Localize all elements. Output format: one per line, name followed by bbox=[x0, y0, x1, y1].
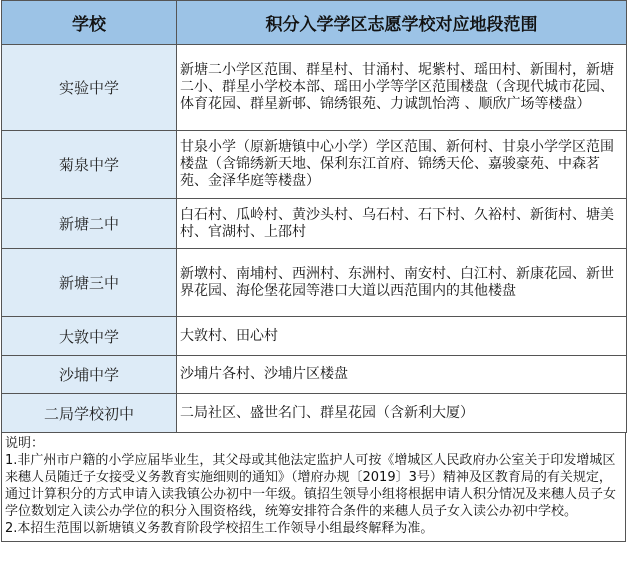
note-item: 2.本招生范围以新塘镇义务教育阶段学校招生工作领导小组最终解释为准。 bbox=[5, 521, 434, 536]
school-cell: 大敦中学 bbox=[2, 317, 177, 356]
table-row bbox=[2, 394, 627, 433]
area-cell: 沙埔片各村、沙埔片区楼盘 bbox=[177, 356, 627, 394]
table-row bbox=[2, 249, 627, 317]
school-cell: 二局学校初中 bbox=[2, 394, 177, 433]
area-cell: 大敦村、田心村 bbox=[177, 317, 627, 356]
area-cell: 甘泉小学（原新塘镇中心小学）学区范围、新何村、甘泉小学学区范围楼盘（含锦绣新天地、保利东江首府、锦绣天伦、嘉骏豪苑、中森茗苑、金泽华庭等楼盘） bbox=[177, 131, 627, 199]
header-area: 积分入学学区志愿学校对应地段范围 bbox=[177, 1, 627, 45]
school-cell: 新塘三中 bbox=[2, 249, 177, 317]
notes-title: 说明： bbox=[5, 436, 45, 451]
area-cell: 新塘二小学区范围、群星村、甘涌村、坭紫村、瑶田村、新围村，新塘二小、群星小学校本部、瑶田小学等学区范围楼盘（含现代城市花园、体育花园、群星新邨、锦绣银苑、力诚凯怡湾 、顺欣广场等楼盘） bbox=[177, 45, 627, 131]
table-row bbox=[2, 131, 627, 199]
school-cell: 菊泉中学 bbox=[2, 131, 177, 199]
table-row bbox=[2, 45, 627, 131]
table-header-row bbox=[2, 1, 627, 45]
header-school: 学校 bbox=[2, 1, 177, 45]
table-row bbox=[2, 317, 627, 356]
notes-box bbox=[1, 433, 626, 542]
table-row bbox=[2, 199, 627, 249]
table-row bbox=[2, 356, 627, 394]
area-cell: 白石村、瓜岭村、黄沙头村、乌石村、石下村、久裕村、新街村、塘美村、官湖村、上邵村 bbox=[177, 199, 627, 249]
admission-range-sheet bbox=[1, 0, 626, 542]
area-cell: 新墩村、南埔村、西洲村、东洲村、南安村、白江村、新康花园、新世界花园、海伦堡花园等港口大道以西范围内的其他楼盘 bbox=[177, 249, 627, 317]
school-cell: 实验中学 bbox=[2, 45, 177, 131]
admission-range-table bbox=[1, 0, 627, 433]
school-cell: 新塘二中 bbox=[2, 199, 177, 249]
note-item: 1.非广州市户籍的小学应届毕业生，其父母或其他法定监护人可按《增城区人民政府办公室关于印发增城区来穗人员随迁子女接受义务教育实施细则的通知》（增府办规〔2019〕3号）精神及区教育局的有关规定，通过计算积分的方式申请入读我镇公办初中一年级。镇招生领导小组将根据申请人积分情况及来穗人员子女学位数划定入读公办学位的积分入围资格线，统筹安排符合条件的来穗人员子女入读公办初中学校。 bbox=[5, 453, 617, 519]
area-cell: 二局社区、盛世名门、群星花园（含新利大厦） bbox=[177, 394, 627, 433]
school-cell: 沙埔中学 bbox=[2, 356, 177, 394]
